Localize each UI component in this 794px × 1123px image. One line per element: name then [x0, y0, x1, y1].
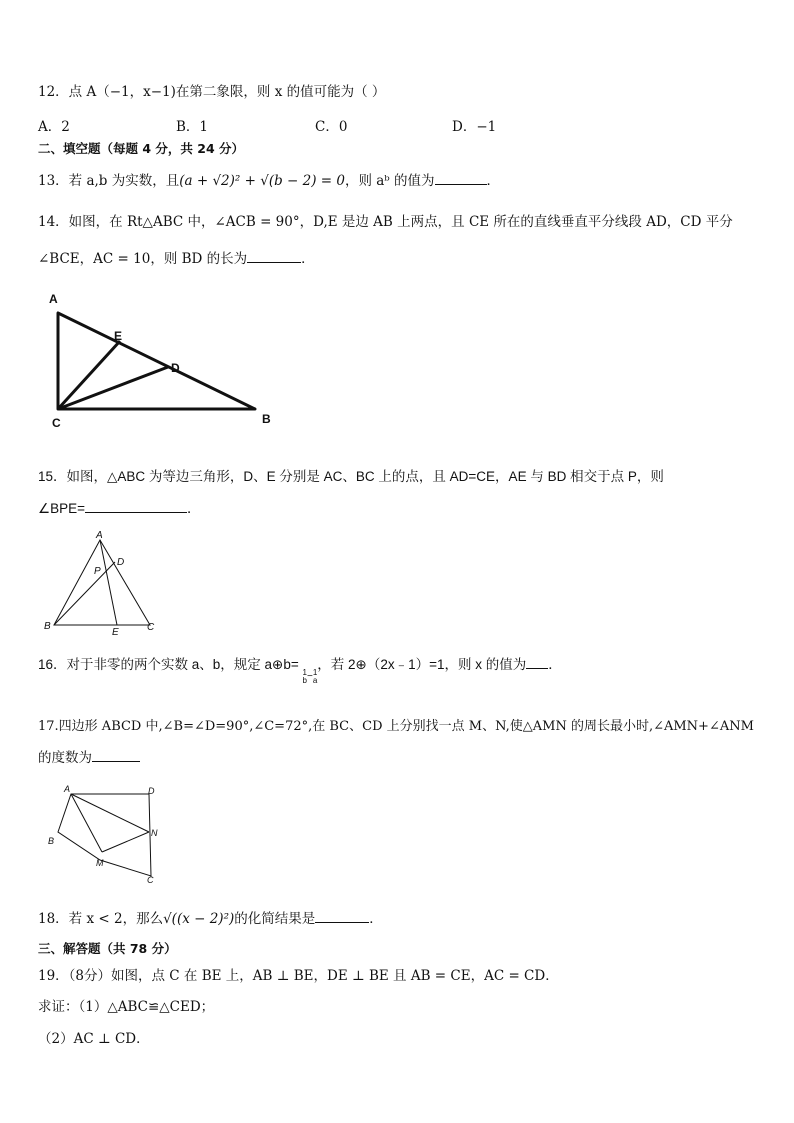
label-c: C — [147, 622, 155, 633]
q12-option-d: D．−1 — [452, 119, 497, 135]
q18-post: 的化简结果是 — [234, 911, 316, 927]
frac1-num: 1 — [302, 668, 307, 678]
segment-mn — [102, 832, 149, 852]
label-e: E — [112, 627, 119, 638]
segment-cd — [58, 367, 168, 409]
q14-line1: 14．如图，在 Rt△ABC 中，∠ACB = 90°，D,E 是边 AB 上两点，且 CE 所在的直线垂直平分线段 AD，CD 平分 — [38, 214, 733, 230]
label-a: A — [64, 784, 71, 794]
triangle-abc — [58, 313, 255, 409]
q17-line1: 17.四边形 ABCD 中,∠B=∠D=90°,∠C=72°,在 BC、CD 上分别找一点 M、N,使△AMN 的周长最小时,∠AMN+∠ANM — [38, 719, 754, 734]
q17-line2: 的度数为 — [38, 750, 92, 766]
q14-end: ． — [301, 251, 315, 267]
q15-line2: ∠BPE= — [38, 501, 85, 516]
label-p: P — [94, 566, 101, 577]
triangle-abc — [54, 540, 150, 625]
q17-figure — [40, 780, 170, 890]
answer-blank — [85, 500, 187, 513]
q12-option-b: B．1 — [176, 119, 209, 135]
q13-end: ． — [486, 173, 500, 189]
q13-expr: (a + √2)² + √(b − 2) = 0 — [179, 173, 345, 189]
label-e: E — [114, 329, 123, 343]
label-a: A — [49, 292, 58, 306]
answer-blank — [526, 656, 548, 669]
answer-blank — [247, 250, 301, 263]
frac2-num: 1 — [312, 668, 318, 678]
q16 — [38, 656, 562, 686]
label-b: B — [48, 836, 55, 846]
q17-line2-wrap — [38, 749, 140, 767]
q14-line2: ∠BCE，AC = 10，则 BD 的长为 — [38, 251, 248, 267]
fraction-1-over-a — [313, 669, 317, 685]
section-3-heading: 三、解答题（共 78 分） — [38, 941, 177, 956]
q16-pre: 16．对于非零的两个实数 a、b，规定 a⊕b= — [38, 657, 299, 672]
label-c: C — [147, 875, 154, 885]
q18-expr: √((x − 2)²) — [163, 911, 235, 927]
q15-line1: 15．如图，△ABC 为等边三角形，D、E 分别是 AC、BC 上的点，且 AD=CE，AE 与 BD 相交于点 P，则 — [38, 469, 664, 484]
label-m: M — [96, 858, 104, 868]
q16-end: ． — [548, 657, 562, 672]
section-2-heading: 二、填空题（每题 4 分，共 24 分） — [38, 141, 245, 156]
frac1-den: b — [302, 676, 307, 686]
label-n: N — [151, 828, 158, 838]
label-d: D — [117, 557, 125, 568]
q12-option-a: A．2 — [38, 119, 70, 135]
q13 — [38, 172, 500, 190]
q16-post: ，若 2⊕（2x﹣1）=1，则 x 的值为 — [317, 657, 527, 672]
label-d: D — [171, 361, 180, 375]
q15-end: ． — [187, 501, 201, 516]
segment-ae — [100, 540, 117, 625]
label-c: C — [52, 416, 61, 430]
q15-figure — [38, 528, 168, 638]
q14-line2-wrap — [38, 250, 315, 268]
q18-end: ． — [369, 911, 383, 927]
answer-blank — [92, 749, 140, 762]
q15-line2-wrap — [38, 500, 201, 518]
q18-pre: 18．若 x < 2，那么 — [38, 911, 164, 927]
frac2-den: a — [312, 676, 318, 686]
answer-blank — [435, 172, 487, 185]
label-a: A — [96, 530, 103, 541]
label-b: B — [262, 412, 271, 426]
segment-ce — [58, 341, 120, 409]
q18 — [38, 910, 383, 928]
q13-pre: 13．若 a,b 为实数，且 — [38, 173, 180, 189]
q19-line2: 求证：（1）△ABC≌△CED； — [38, 999, 215, 1015]
segment-an — [71, 794, 149, 832]
q12-stem: 12．点 A（−1，x−1)在第二象限，则 x 的值可能为（ ） — [38, 84, 386, 100]
answer-blank — [315, 910, 369, 923]
label-d: D — [148, 786, 155, 796]
minus-sign: − — [306, 671, 313, 682]
q12-option-c: C．0 — [315, 119, 348, 135]
label-b: B — [44, 621, 51, 632]
quadrilateral-abcd — [58, 794, 151, 876]
q13-post: ，则 aᵇ 的值为 — [344, 173, 435, 189]
q14-figure — [40, 288, 280, 433]
q19-line3: （2）AC ⊥ CD． — [38, 1031, 150, 1047]
q19-line1: 19．（8分）如图，点 C 在 BE 上，AB ⊥ BE，DE ⊥ BE 且 AB = CE，AC = CD． — [38, 968, 559, 984]
